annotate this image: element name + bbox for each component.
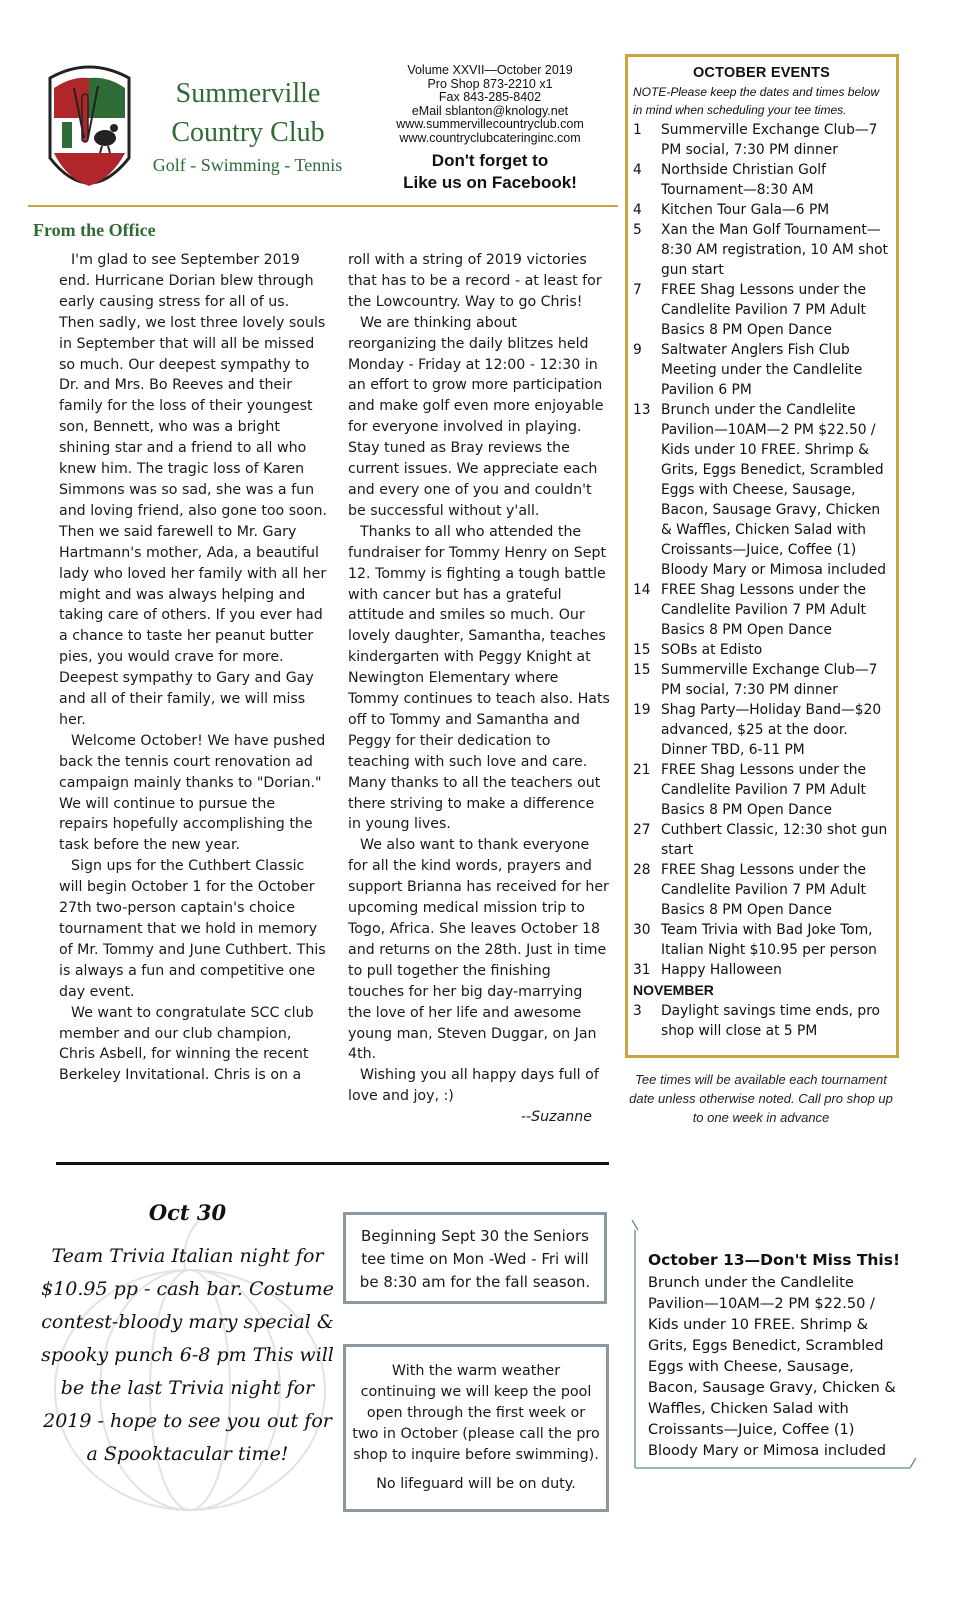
event-text: Northside Christian Golf Tournament—8:30 AM — [661, 162, 826, 198]
event-text: Daylight savings time ends, pro shop will close at 5 PM — [661, 1003, 880, 1039]
event-row — [633, 700, 890, 760]
header-divider — [28, 205, 618, 207]
facebook-line1: Don't forget to — [431, 151, 549, 170]
events-list — [633, 120, 890, 980]
event-text: Saltwater Anglers Fish Club Meeting under the Candlelite Pavilion 6 PM — [661, 342, 863, 398]
event-text: Brunch under the Candlelite Pavilion—10AM—2 PM $22.50 / Kids under 10 FREE. Shrimp & Grits, Eggs Benedict, Scrambled Eggs with Cheese, Sausage, Bacon, Sausage Gravy, Chicken & Waffles, Chicken Salad with Croissants—Juice, Coffee (1) Bloody Mary or Mimosa included — [661, 402, 886, 578]
event-row — [633, 160, 890, 200]
event-row — [633, 580, 890, 640]
lifeguard-notice: No lifeguard will be on duty. — [376, 1476, 576, 1492]
office-paragraph: Wishing you all happy days full of love and joy, :) — [348, 1067, 599, 1105]
office-paragraph: Sign ups for the Cuthbert Classic will begin October 1 for the October 27th two-person captain's choice tournament that we hold in memory of Mr. Tommy and June Cuthbert. This is always a fun and competitive one day event. — [59, 858, 326, 1000]
office-paragraph: roll with a string of 2019 victories that has to be a record - at least for the Lowcountry. Way to go Chris! — [348, 252, 602, 310]
event-day: 5 — [633, 222, 642, 238]
october-events-box — [625, 54, 899, 1058]
event-day: 14 — [633, 582, 651, 598]
event-day: 3 — [633, 1003, 642, 1019]
pro-shop-phone: Pro Shop 873-2210 x1 — [427, 76, 553, 91]
office-paragraph: Thanks to all who attended the fundraiser for Tommy Henry on Sept 12. Tommy is fighting a tough battle with cancer but has a grateful attitude and smiles so much. Our lovely daughter, Samantha, teaches kindergarten with Peggy Knight at Newington Elementary where Tommy continues to teach also. Hats off to Tommy and Samantha and Peggy for their dedication to teaching with such love and care. Many thanks to all the teachers out there striving to make a difference in young lives. — [348, 523, 610, 833]
pool-notice-text: With the warm weather continuing we will keep the pool open through the first week or two in October (please call the pro shop to inquire before swimming). — [352, 1363, 600, 1463]
event-day: 7 — [633, 282, 642, 298]
event-day: 15 — [633, 662, 651, 678]
office-section-title: From the Office — [33, 220, 156, 240]
catering-website-link[interactable]: www.countryclubcateringinc.com — [399, 130, 581, 145]
club-name-line1: Summerville — [175, 78, 321, 109]
event-row — [633, 920, 890, 960]
facebook-callout — [365, 150, 615, 194]
office-paragraph: We want to congratulate SCC club member and our club champion, Chris Asbell, for winning the recent Berkeley Invitational. Chris is on a — [59, 1004, 314, 1084]
event-day: 31 — [633, 962, 651, 978]
event-text: FREE Shag Lessons under the Candlelite Pavilion 7 PM Adult Basics 8 PM Open Dance — [661, 582, 866, 638]
event-row — [633, 220, 890, 280]
event-row — [633, 280, 890, 340]
facebook-line2: Like us on Facebook! — [403, 173, 577, 192]
event-day: 13 — [633, 402, 651, 418]
office-paragraph: Welcome October! We have pushed back the tennis court renovation ad campaign mainly thanks to "Dorian." We will continue to pursue the repairs hopefully accomplishing the task before the new year. — [59, 732, 326, 854]
event-text: Kitchen Tour Gala—6 PM — [661, 202, 830, 218]
event-day: 21 — [633, 762, 651, 778]
volume-line: Volume XXVII—October 2019 — [407, 63, 573, 77]
event-text: FREE Shag Lessons under the Candlelite Pavilion 7 PM Adult Basics 8 PM Open Dance — [661, 762, 866, 818]
contact-info — [365, 64, 615, 146]
event-day: 30 — [633, 922, 651, 938]
events-title: OCTOBER EVENTS — [692, 65, 831, 81]
brunch-title: October 13—Don't Miss This! — [648, 1251, 901, 1269]
trivia-text: Team Trivia Italian night for $10.95 pp - cash bar. Costume contest-bloody mary special & spooky punch 6-8 pm This will be the last Trivia night for 2019 - hope to see you out for a Spooktacular time! — [41, 1245, 334, 1465]
fax-number: Fax 843-285-8402 — [438, 90, 542, 105]
event-day: 27 — [633, 822, 651, 838]
event-row — [633, 760, 890, 820]
email-link[interactable]: eMail sblanton@knology.net — [411, 103, 569, 118]
november-events-list — [633, 1001, 890, 1041]
pool-notice-box — [343, 1344, 609, 1512]
event-day: 4 — [633, 202, 642, 218]
event-day: 19 — [633, 702, 651, 718]
office-column-right — [348, 250, 610, 1128]
event-row — [633, 200, 890, 220]
office-paragraph: I'm glad to see September 2019 end. Hurricane Dorian blew through early causing stress for all of us. Then sadly, we lost three lovely souls in September that will all be missed so much. Our deepest sympathy to Dr. and Mrs. Bo Reeves and their family for the loss of their youngest son, Bennett, who was a bright shining star and a friend to all who knew him. The tragic loss of Karen Simmons was so sad, she was a fun and loving friend, also gone too soon. Then we said farewell to Mr. Gary Hartmann's mother, Ada, a beautiful lady who loved her family with all her might and was always helping and taking care of others. If you ever had a chance to taste her peanut butter pies, you would crave for more. Deepest sympathy to Gary and Gay and all of their family, we will miss her. — [59, 252, 328, 728]
brunch-text: Brunch under the Candlelite Pavilion—10AM—2 PM $22.50 / Kids under 10 FREE. Shrimp & Grits, Eggs Benedict, Scrambled Eggs with Cheese, Sausage, Bacon, Sausage Gravy, Chicken & Waffles, Chicken Salad with Croissants—Juice, Coffee (1) Bloody Mary or Mimosa included — [648, 1274, 896, 1459]
website-link[interactable]: www.summervillecountryclub.com — [396, 117, 584, 132]
club-name-line2: Country Club — [171, 117, 325, 148]
event-text: Summerville Exchange Club—7 PM social, 7:30 PM dinner — [661, 662, 878, 698]
event-row — [633, 960, 890, 980]
section-divider — [56, 1162, 609, 1165]
event-text: Team Trivia with Bad Joke Tom, Italian Night $10.95 per person — [661, 922, 877, 958]
event-day: 9 — [633, 342, 642, 358]
event-day: 28 — [633, 862, 651, 878]
event-row — [633, 1001, 890, 1041]
event-text: Shag Party—Holiday Band—$20 advanced, $25 at the door. Dinner TBD, 6-11 PM — [661, 702, 882, 758]
november-label: NOVEMBER — [633, 982, 714, 998]
event-row — [633, 120, 890, 160]
event-row — [633, 660, 890, 700]
event-text: Summerville Exchange Club—7 PM social, 7:30 PM dinner — [661, 122, 878, 158]
event-text: FREE Shag Lessons under the Candlelite Pavilion 7 PM Adult Basics 8 PM Open Dance — [661, 862, 866, 918]
event-text: Happy Halloween — [661, 962, 782, 978]
event-text: FREE Shag Lessons under the Candlelite Pavilion 7 PM Adult Basics 8 PM Open Dance — [661, 282, 866, 338]
trivia-date: Oct 30 — [148, 1200, 227, 1225]
event-text: Xan the Man Golf Tournament—8:30 AM registration, 10 AM shot gun start — [661, 222, 888, 278]
office-paragraph: We are thinking about reorganizing the daily blitzes held Monday - Friday at 12:00 - 12:30 in an effort to grow more participation and make golf even more enjoyable for everyone involved in playing. Stay tuned as Bray reviews the current issues. We appreciate each and every one of you and couldn't be successful without y'all. — [348, 314, 604, 519]
club-name — [148, 74, 348, 152]
seniors-tee-time-box: Beginning Sept 30 the Seniors tee time on Mon -Wed - Fri will be 8:30 am for the fall season. — [343, 1212, 607, 1304]
event-text: SOBs at Edisto — [661, 642, 763, 658]
event-text: Cuthbert Classic, 12:30 shot gun start — [661, 822, 888, 858]
event-day: 4 — [633, 162, 642, 178]
event-day: 15 — [633, 642, 651, 658]
event-row — [633, 640, 890, 660]
brunch-callout — [648, 1250, 903, 1461]
event-row — [633, 400, 890, 580]
signature: --Suzanne — [520, 1109, 592, 1126]
club-tagline: Golf - Swimming - Tennis — [152, 155, 343, 175]
club-crest-icon — [42, 58, 137, 198]
tee-times-note: Tee times will be available each tournament date unless otherwise noted. Call pro shop up to one week in advance — [629, 1072, 893, 1125]
event-row — [633, 860, 890, 920]
office-paragraph: We also want to thank everyone for all the kind words, prayers and support Brianna has received for her upcoming medical mission trip to Togo, Africa. She leaves October 18 and returns on the 28th. Just in time to pull together the finishing touches for her big day-marrying the love of her life and awesome young man, Steven Duggar, on Jan 4th. — [348, 837, 609, 1063]
event-row — [633, 820, 890, 860]
event-day: 1 — [633, 122, 642, 138]
office-column-left — [59, 250, 327, 1086]
event-row — [633, 340, 890, 400]
events-note: NOTE-Please keep the dates and times below in mind when scheduling your tee times. — [633, 85, 880, 117]
